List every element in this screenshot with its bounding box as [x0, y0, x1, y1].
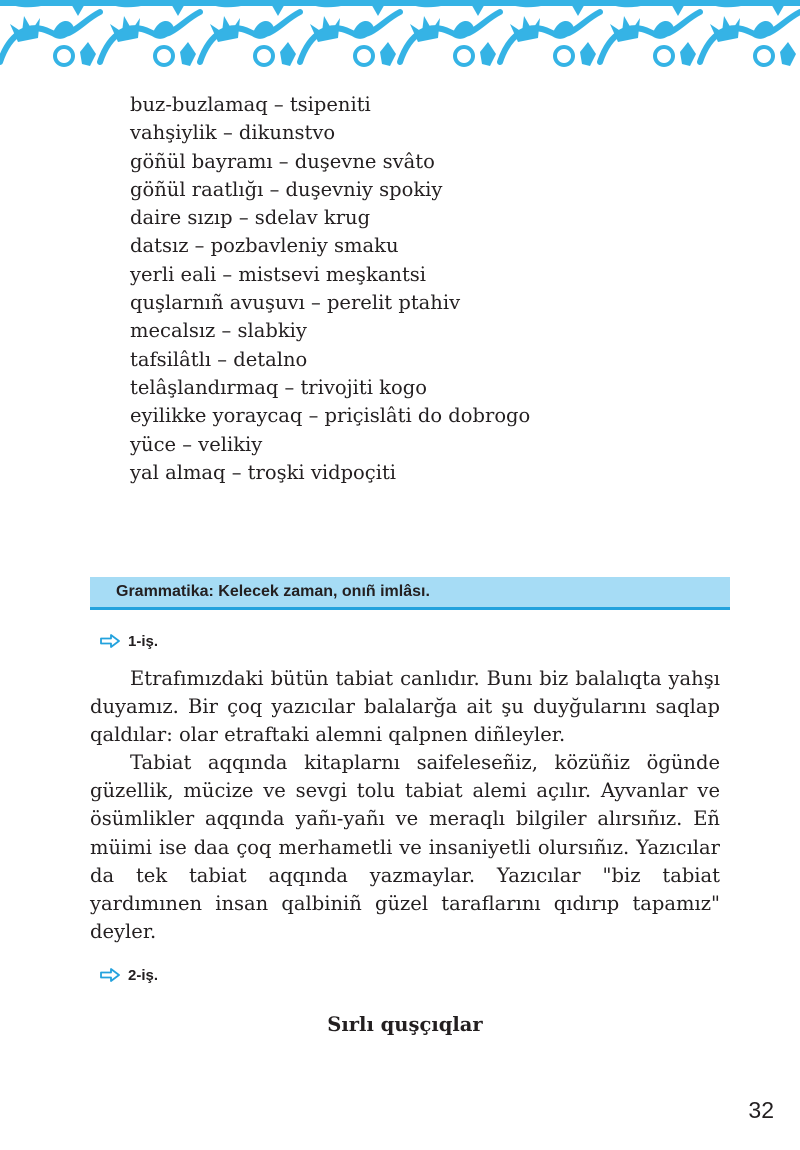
task-2-label: [100, 965, 158, 985]
vocabulary-item: quşlarnıñ avuşuvı – perelit ptahiv: [130, 291, 461, 315]
floral-ornament-header: [0, 0, 800, 72]
vocabulary-item: vahşiylik – dikunstvo: [130, 121, 336, 145]
vocabulary-item: eyilikke yoraycaq – priçislâti do dobrogo: [130, 404, 531, 428]
vocabulary-item: göñül bayramı – duşevne svâto: [130, 149, 435, 173]
arrow-right-outline-icon: [100, 968, 120, 982]
grammar-heading: Grammatika: Kelecek zaman, onıñ imlâsı.: [116, 583, 430, 600]
vocabulary-item: yal almaq – troşki vidpoçiti: [130, 460, 397, 484]
arrow-right-outline-icon: [100, 634, 120, 648]
vocabulary-item: mecalsız – slabkiy: [130, 319, 307, 343]
page-number: 32: [748, 1097, 774, 1123]
vocabulary-item: göñül raatlığı – duşevniy spokiy: [130, 177, 443, 201]
body-text: [90, 665, 720, 946]
grammar-heading-bar: [90, 577, 730, 610]
vocabulary-list: [130, 91, 530, 487]
paragraph-1: Etrafımızdaki bütün tabiat canlıdır. Bunı biz balalıqta yahşı duyamız. Bir çoq yazıcılar balalarğa ait şu duyğularını saqlap qaldılar: olar etraftaki alemni qalpnen diñleyler.: [90, 667, 720, 747]
vocabulary-item: yüce – velikiy: [130, 432, 263, 456]
vocabulary-item: tafsilâtlı – detalno: [130, 347, 308, 371]
vocabulary-item: daire sızıp – sdelav krug: [130, 206, 371, 230]
vocabulary-item: yerli eali – mistsevi meşkantsi: [130, 262, 427, 286]
paragraph-2: Tabiat aqqında kitaplarnı saifeleseñiz, közüñiz ögünde güzellik, mücize ve sevgi tolu tabiat alemi açılır. Ayvanlar ve ösümlikler aqqında yañı-yañı ve meraqlı bilgiler alırsıñız. Eñ müimi ise daa çoq merhametli ve insaniyetli olursıñız. Yazıcılar da tek tabiat aqqında yazmaylar. Yazıcılar "biz tabiat yardımınen insan qalbiniñ güzel taraflarını qıdırıp tapamız" deyler.: [90, 751, 720, 943]
vocabulary-item: datsız – pozbavleniy smaku: [130, 234, 399, 258]
task-2-text: 2-iş.: [128, 966, 159, 984]
vocabulary-item: telâşlandırmaq – trivojiti kogo: [130, 375, 427, 399]
task-1-label: [100, 631, 158, 651]
vocabulary-item: buz-buzlamaq – tsipeniti: [130, 93, 371, 116]
task-1-text: 1-iş.: [128, 632, 159, 650]
section-title: Sırlı quşçıqlar: [327, 1013, 483, 1036]
